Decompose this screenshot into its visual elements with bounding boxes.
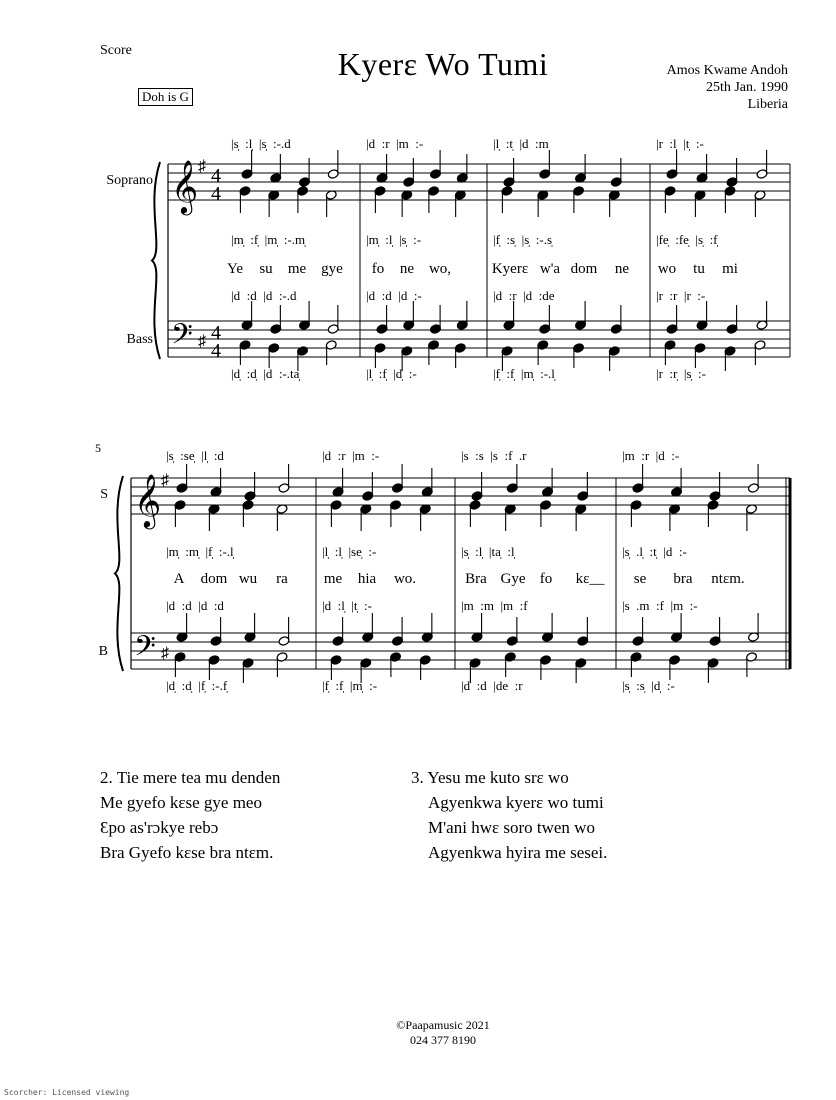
treble-clef-icon: 𝄞	[171, 161, 199, 212]
solfa-alto: |m̩ :f̩ |m̩ :-.m̩	[231, 232, 306, 247]
note	[504, 504, 516, 531]
verse-2	[100, 765, 280, 865]
solfa-alto: |s̩ :l̩ |ta̩ :l̩	[461, 544, 515, 559]
note	[669, 655, 681, 680]
solfa-bass: |f̩ :f̩ |m̩ :-	[322, 678, 378, 693]
solfa-bass: |r :r̩ |s̩ :-	[656, 366, 706, 381]
note	[456, 301, 468, 330]
lyric-syllable: ne	[614, 261, 630, 277]
note	[176, 464, 188, 493]
note	[268, 190, 280, 217]
note	[664, 340, 676, 365]
measure-number: 5	[95, 441, 101, 455]
note	[330, 655, 342, 680]
note	[724, 186, 736, 213]
solfa-soprano: |l̩ :t̩ |d :m	[493, 136, 549, 151]
lyric-syllable: w'a	[539, 261, 561, 277]
note	[242, 500, 254, 527]
sharp-key-icon: ♯	[198, 158, 206, 175]
note	[376, 154, 388, 183]
note	[471, 613, 483, 642]
note	[506, 617, 518, 646]
time-signature-bottom: 4	[211, 340, 221, 362]
note	[542, 613, 554, 642]
verse-line: Me gyefo kɛse gye meo	[100, 793, 262, 812]
system-brace	[115, 476, 123, 671]
note	[608, 190, 620, 217]
note	[756, 301, 768, 330]
lyric-syllable: wu	[238, 571, 258, 587]
lyric-syllable: wo.	[393, 571, 417, 587]
time-signature-bottom: 4	[211, 183, 221, 205]
note	[360, 504, 372, 531]
part-label-bass: B	[98, 644, 108, 659]
note	[210, 617, 222, 646]
composition-date: 25th Jan. 1990	[705, 80, 788, 95]
lyric-syllable: Kyerɛ	[491, 261, 529, 277]
note	[539, 150, 551, 179]
note	[539, 305, 551, 334]
solfa-tenor: |d :d |d :-.d	[231, 288, 297, 303]
composer-name: Amos Kwame Andoh	[666, 63, 788, 78]
solfa-soprano: |s̩ :se̩ |l̩ :d	[166, 448, 224, 463]
note	[724, 346, 736, 371]
lyric-syllable: gye	[321, 261, 343, 277]
solfa-alto: |fe̩ :fe̩ |s̩ :f̩	[656, 232, 718, 247]
lyric-syllable: fo	[539, 571, 553, 587]
note	[694, 190, 706, 217]
note	[666, 305, 678, 334]
note	[332, 468, 344, 497]
note	[241, 301, 253, 330]
solfa-tenor: |d :d |d :-	[366, 288, 422, 303]
verse-line: 2. Tie mere tea mu denden	[100, 768, 281, 787]
note	[430, 305, 442, 334]
solfa-alto: |l̩ :l̩ |se̩ :-	[322, 544, 377, 559]
note	[362, 613, 374, 642]
verse-line: 3. Yesu me kuto srɛ wo	[411, 768, 569, 787]
sharp-key-icon: ♯	[161, 472, 169, 489]
note	[754, 340, 766, 365]
note	[276, 504, 288, 531]
solfa-alto: |f̩ :s̩ |s̩ :-.s̩	[493, 232, 553, 247]
note	[325, 340, 337, 365]
note	[456, 154, 468, 183]
solfa-bass: |d̩ :d̩ |f̩ :-.f̩	[166, 678, 228, 693]
lyric-syllable: mi	[722, 261, 738, 277]
note	[669, 504, 681, 531]
solfa-bass: |f̩ :f̩ |m̩ :-.l̩	[493, 366, 555, 381]
sharp-key-icon: ♯	[161, 645, 169, 662]
page-title: Kyerɛ Wo Tumi	[337, 46, 549, 82]
note	[374, 343, 386, 368]
note	[390, 500, 402, 527]
solfa-bass: |l̩ :f̩ |d̩ :-	[366, 366, 417, 381]
lyric-syllable: me	[287, 261, 307, 277]
note	[242, 658, 254, 683]
solfa-tenor: |r :r |r :-	[656, 288, 706, 303]
lyric-syllable: ra	[276, 571, 288, 587]
footer	[0, 1018, 836, 1048]
lyric-syllable: tu	[693, 261, 705, 277]
treble-staff	[131, 478, 790, 514]
note	[174, 500, 186, 527]
note	[276, 652, 288, 677]
solfa-tenor: |d :r |d :de	[493, 288, 555, 303]
note	[709, 617, 721, 646]
bass-clef-icon: 𝄢	[134, 632, 156, 669]
note	[573, 343, 585, 368]
note	[503, 301, 515, 330]
note	[746, 504, 758, 531]
solfa-tenor: |s .m :f |m :-	[622, 598, 698, 613]
verse-line: Agyenkwa kyerɛ wo tumi	[428, 793, 604, 812]
solfa-tenor: |d :d |d :d	[166, 598, 224, 613]
watermark: Scorcher: Licensed viewing	[4, 1088, 130, 1097]
note	[694, 343, 706, 368]
solfa-soprano: |d :r |m :-	[366, 136, 424, 151]
note	[239, 340, 251, 365]
note	[332, 617, 344, 646]
note	[454, 343, 466, 368]
note	[746, 652, 758, 677]
lyric-syllable: wo,	[428, 261, 452, 277]
note	[671, 613, 683, 642]
solfa-soprano: |m :r |d :-	[622, 448, 680, 463]
lyric-syllable: bra	[673, 571, 693, 587]
note	[392, 464, 404, 493]
note	[696, 301, 708, 330]
note	[608, 346, 620, 371]
note	[575, 154, 587, 183]
note	[327, 305, 339, 334]
score-label: Score	[100, 43, 132, 58]
note	[501, 186, 513, 213]
note	[392, 617, 404, 646]
note	[632, 464, 644, 493]
verse-line: Ɛpo as'rɔkye rebɔ	[100, 818, 219, 837]
lyric-syllable: me	[323, 571, 343, 587]
note	[278, 464, 290, 493]
solfa-alto: |m̩ :m̩ |f̩ :-.l̩	[166, 544, 234, 559]
note	[754, 190, 766, 217]
note	[208, 655, 220, 680]
note	[419, 504, 431, 531]
note	[428, 340, 440, 365]
note	[278, 617, 290, 646]
note	[610, 305, 622, 334]
note	[390, 652, 402, 677]
solfa-tenor: |m :m |m :f	[461, 598, 528, 613]
solfa-soprano: |s̩ :l̩ |s̩ :-.d	[231, 136, 291, 151]
time-signature-top: 4	[211, 322, 221, 344]
bass-staff	[131, 633, 790, 669]
note	[176, 613, 188, 642]
system-brace	[152, 162, 160, 359]
solfa-soprano: |r :l̩ |t̩ :-	[656, 136, 704, 151]
note	[540, 500, 552, 527]
treble-clef-icon: 𝄞	[134, 475, 162, 526]
note	[421, 613, 433, 642]
note	[401, 190, 413, 217]
bass-clef-icon: 𝄢	[171, 320, 193, 357]
note	[241, 150, 253, 179]
note	[540, 655, 552, 680]
note	[428, 186, 440, 213]
note	[575, 658, 587, 683]
note	[506, 464, 518, 493]
solfa-soprano: |s :s |s :f .r	[461, 448, 527, 463]
note	[376, 305, 388, 334]
solfa-soprano: |d :r |m :-	[322, 448, 380, 463]
solfa-bass: |s̩ :s̩ |d̩ :-	[622, 678, 675, 693]
note	[374, 186, 386, 213]
note	[430, 150, 442, 179]
solfa-alto: |s̩ .l̩ :t̩ |d :-	[622, 544, 687, 559]
lyric-syllable: wo	[657, 261, 677, 277]
note	[671, 468, 683, 497]
sharp-key-icon: ♯	[198, 333, 206, 350]
phone-number: 024 377 8190	[410, 1033, 476, 1047]
note	[419, 655, 431, 680]
note	[174, 652, 186, 677]
part-label-bass: Bass	[126, 332, 153, 347]
note	[575, 504, 587, 531]
note	[270, 154, 282, 183]
note	[756, 150, 768, 179]
note	[210, 468, 222, 497]
note	[630, 500, 642, 527]
note	[297, 186, 309, 213]
lyric-syllable: su	[259, 261, 273, 277]
note	[542, 468, 554, 497]
note	[327, 150, 339, 179]
note	[577, 617, 589, 646]
note	[330, 500, 342, 527]
lyric-syllable: ntɛm.	[711, 571, 745, 587]
note	[270, 305, 282, 334]
key-indicator: Doh is G	[138, 88, 193, 106]
note	[748, 613, 760, 642]
note	[299, 301, 311, 330]
note	[325, 190, 337, 217]
verse-line: M'ani hwɛ soro twen wo	[428, 818, 595, 837]
note	[630, 652, 642, 677]
time-signature-top: 4	[211, 165, 221, 187]
note	[575, 301, 587, 330]
note	[573, 186, 585, 213]
note	[707, 658, 719, 683]
verse-line: Bra Gyefo kɛse bra ntɛm.	[100, 843, 274, 862]
note	[537, 340, 549, 365]
lyric-syllable: dom	[200, 571, 228, 587]
note	[403, 301, 415, 330]
note	[469, 500, 481, 527]
lyric-syllable: dom	[570, 261, 598, 277]
verse-line: Agyenkwa hyira me sesei.	[428, 843, 608, 862]
lyric-syllable: fo	[371, 261, 385, 277]
lyric-syllable: kɛ__	[575, 571, 605, 587]
note	[696, 154, 708, 183]
lyric-syllable: se	[633, 571, 647, 587]
verse-3	[411, 765, 607, 865]
note	[632, 617, 644, 646]
note	[537, 190, 549, 217]
solfa-bass: |d :d |de :r	[461, 678, 523, 693]
note	[707, 500, 719, 527]
part-label-soprano: S	[100, 487, 108, 502]
note	[268, 343, 280, 368]
lyric-syllable: Bra	[465, 571, 487, 587]
note	[726, 305, 738, 334]
note	[208, 504, 220, 531]
solfa-bass: |d̩ :d̩ |d :-.ta̩	[231, 366, 300, 381]
note	[664, 186, 676, 213]
lyric-syllable: Gye	[500, 571, 526, 587]
note	[666, 150, 678, 179]
note	[244, 613, 256, 642]
note	[239, 186, 251, 213]
part-label-soprano: Soprano	[106, 173, 153, 188]
lyric-syllable: A	[173, 571, 185, 587]
note	[421, 468, 433, 497]
lyric-syllable: hia	[357, 571, 377, 587]
solfa-tenor: |d :l̩ |t̩ :-	[322, 598, 372, 613]
lyric-syllable: ne	[399, 261, 415, 277]
note	[748, 464, 760, 493]
note	[504, 652, 516, 677]
lyric-syllable: Ye	[227, 261, 243, 277]
copyright: ©Paapamusic 2021	[396, 1018, 490, 1032]
note	[454, 190, 466, 217]
composition-place: Liberia	[747, 97, 788, 112]
solfa-alto: |m̩ :l̩ |s̩ :-	[366, 232, 422, 247]
